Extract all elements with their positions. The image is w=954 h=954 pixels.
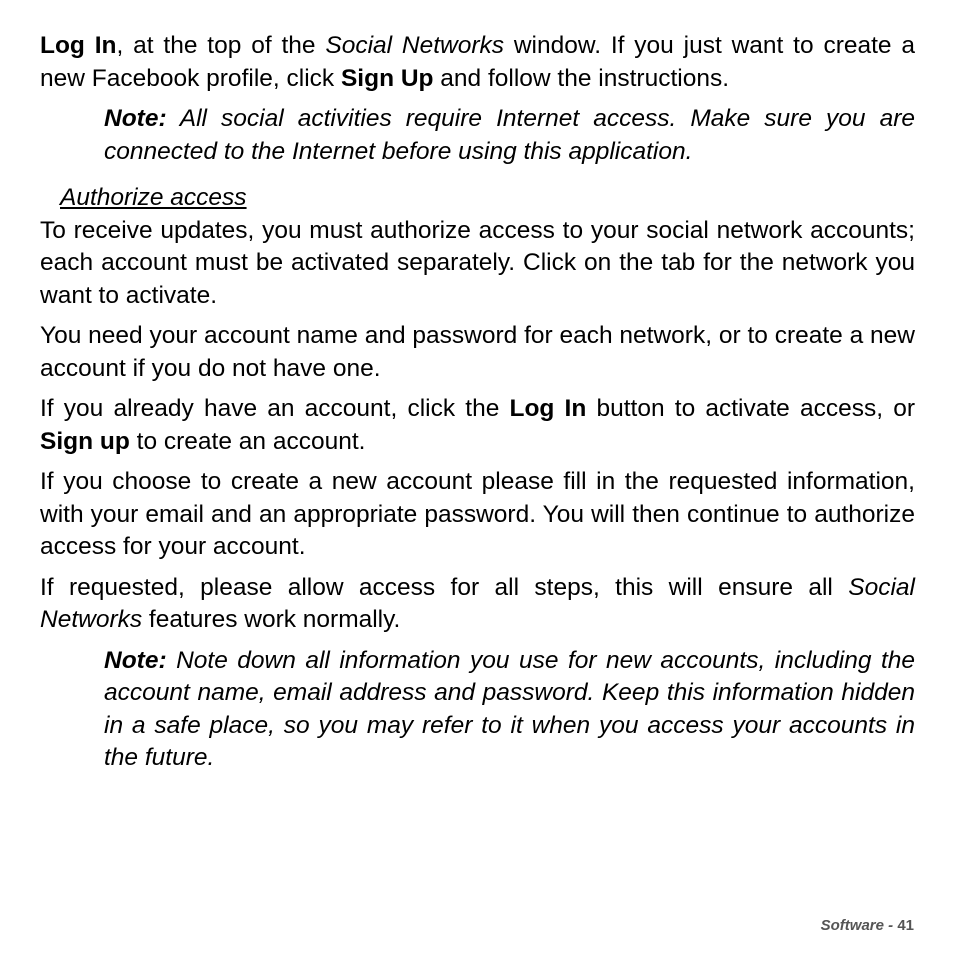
sign-up-term: Sign up <box>40 427 130 455</box>
log-in-term: Log In <box>509 395 587 422</box>
note-internet-access: Note: All social activities require Internet access. Make sure you are connected to the Internet before using this application. <box>104 105 915 165</box>
section-heading: Authorize access <box>60 184 247 211</box>
log-in-term: Log In <box>40 32 117 59</box>
paragraph-authorize: To receive updates, you must authorize access to your social network accounts; each account must be activated separately. Click on the tab for the network you want to activate. <box>40 216 915 309</box>
note-label: Note: <box>104 105 167 132</box>
page-number: 41 <box>897 917 914 934</box>
social-networks-term: Social Networks <box>40 573 915 633</box>
note-account-info: Note: Note down all information you use for new accounts, including the account name, email address and password. Keep this information hidden in a safe place, so you may refer to it when you access your accounts in the future. <box>104 646 915 771</box>
social-networks-term: Social Networks <box>325 32 505 59</box>
page-footer <box>821 917 914 934</box>
paragraph-allow-access: If requested, please allow access for all steps, this will ensure all Social Networks features work normally. <box>40 573 915 633</box>
document-page <box>40 30 915 775</box>
intro-paragraph: Log In, at the top of the Social Networks window. If you just want to create a new Facebook profile, click Sign Up and follow the instructions. <box>40 32 915 92</box>
note-label: Note: <box>104 646 167 674</box>
sign-up-term: Sign Up <box>340 64 434 92</box>
paragraph-new-account: If you choose to create a new account please fill in the requested information, with your email and an appropriate password. You will then continue to authorize access for your account. <box>40 468 915 560</box>
paragraph-log-in: If you already have an account, click the Log In button to activate access, or Sign up to create an account. <box>40 395 915 455</box>
footer-section: Software - <box>820 917 898 934</box>
paragraph-account-name: You need your account name and password for each network, or to create a new account if you do not have one. <box>40 322 915 382</box>
